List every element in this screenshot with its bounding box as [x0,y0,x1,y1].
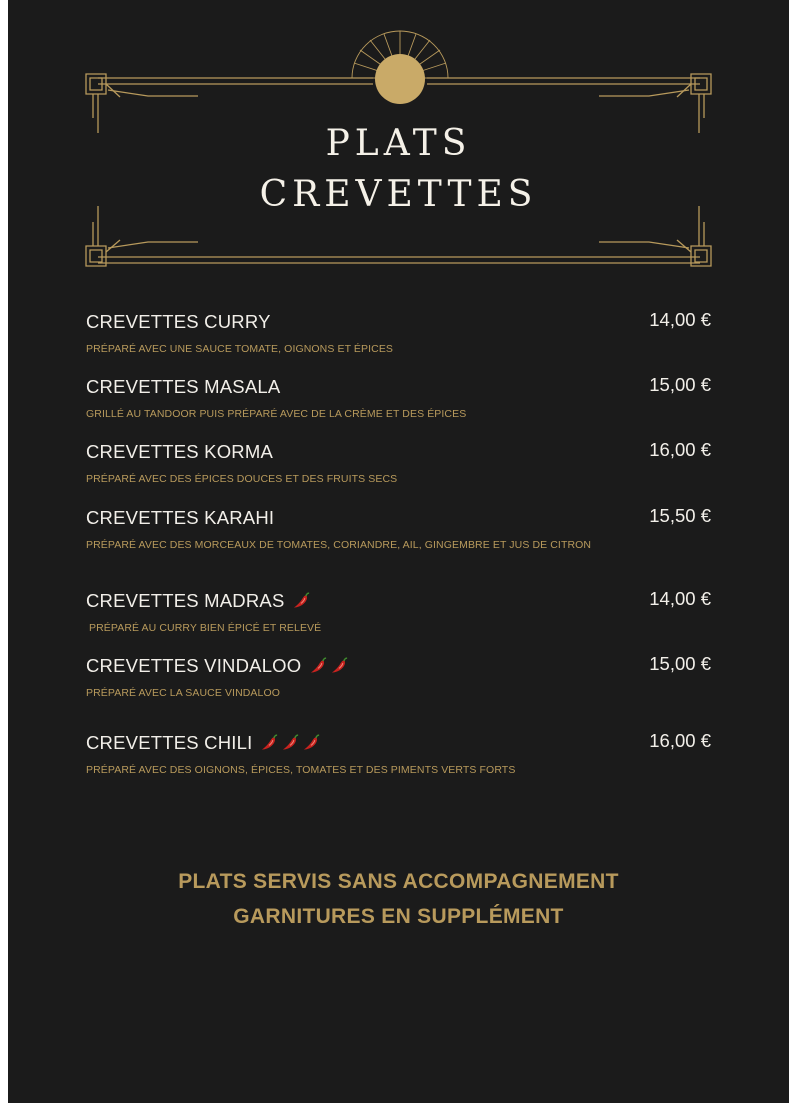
item-description: PRÉPARÉ AVEC LA SAUCE VINDALOO [86,687,281,699]
pepper-rating [307,655,349,676]
item-price: 14,00 € [649,309,711,330]
item-price: 16,00 € [649,730,711,751]
chili-pepper-icon [292,590,311,610]
page-title-line1: PLATS [325,123,472,164]
item-description: GRILLÉ AU TANDOOR PUIS PRÉPARÉ AVEC DE LA CRÈME ET DES ÉPICES [86,408,467,420]
chili-pepper-icon [281,732,300,752]
item-description: PRÉPARÉ AVEC UNE SAUCE TOMATE, OIGNONS ET ÉPICES [86,343,394,355]
menu-page [8,0,789,1103]
page-title-line2: CREVETTES [259,174,538,215]
item-name: CREVETTES KORMA [86,441,273,462]
chili-pepper-icon [260,732,279,752]
item-name: CREVETTES VINDALOO [86,655,349,677]
item-name: CREVETTES CURRY [86,311,271,332]
footer-note-line1: PLATS SERVIS SANS ACCOMPAGNEMENT [178,870,619,893]
item-price: 15,00 € [649,653,711,674]
item-description: PRÉPARÉ AU CURRY BIEN ÉPICÉ ET RELEVÉ [89,622,322,634]
footer-note-line2: GARNITURES EN SUPPLÉMENT [233,905,564,928]
item-price: 16,00 € [649,439,711,460]
pepper-rating [258,732,321,753]
item-price: 15,50 € [649,505,711,526]
item-description: PRÉPARÉ AVEC DES ÉPICES DOUCES ET DES FRUITS SECS [86,473,398,485]
sun-disc [375,54,425,104]
chili-pepper-icon [302,732,321,752]
item-description: PRÉPARÉ AVEC DES MORCEAUX DE TOMATES, CORIANDRE, AIL, GINGEMBRE ET JUS DE CITRON [86,539,592,551]
chili-pepper-icon [309,655,328,675]
item-description: PRÉPARÉ AVEC DES OIGNONS, ÉPICES, TOMATES ET DES PIMENTS VERTS FORTS [86,764,516,776]
chili-pepper-icon [330,655,349,675]
item-price: 15,00 € [649,374,711,395]
item-price: 14,00 € [649,588,711,609]
item-name: CREVETTES KARAHI [86,507,275,528]
pepper-rating [290,590,311,611]
item-name: CREVETTES MADRAS [86,590,311,612]
item-name: CREVETTES CHILI [86,732,321,754]
item-name: CREVETTES MASALA [86,376,281,397]
